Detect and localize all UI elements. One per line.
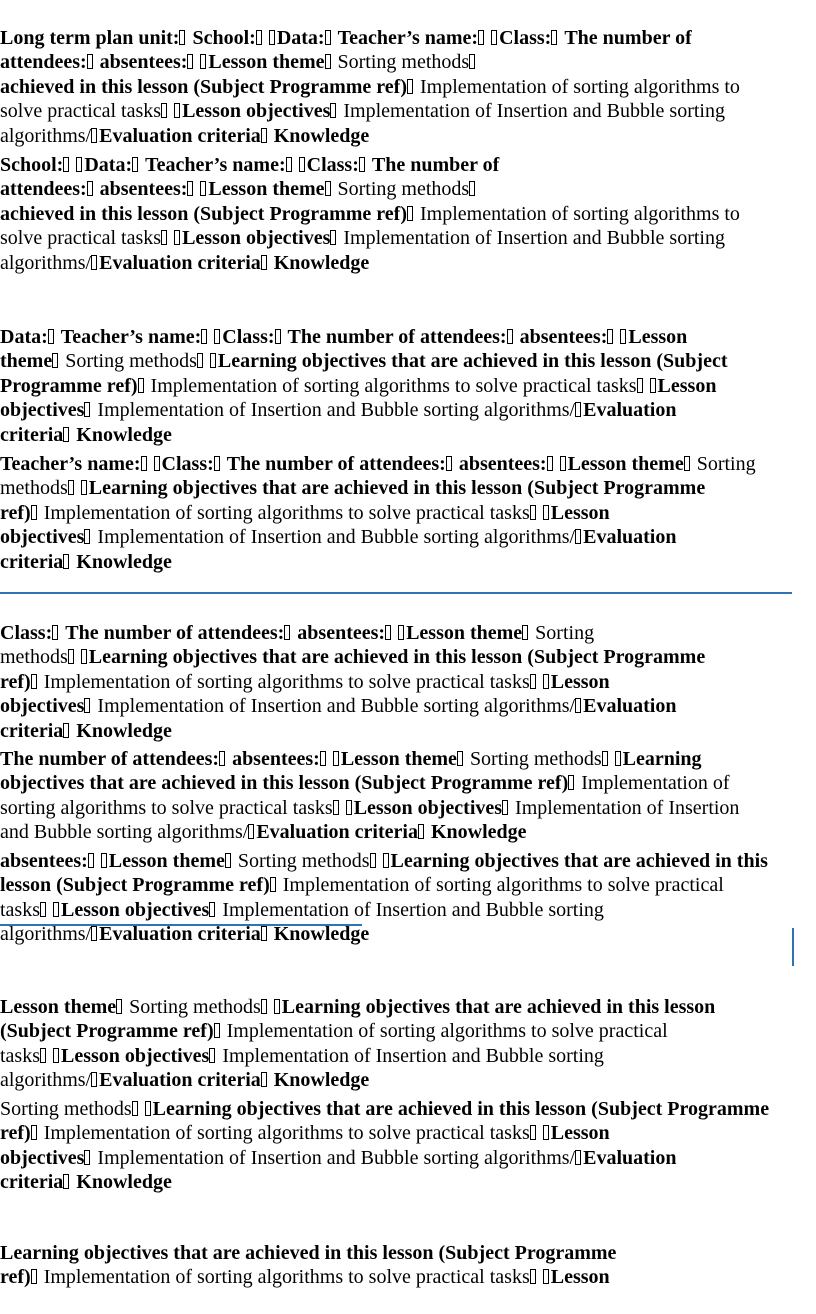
label-learning-objectives: Learning objectives that are achieved in this lesson — [281, 995, 716, 1018]
label-class: Class: — [0, 621, 53, 644]
label-theme: theme — [0, 350, 53, 373]
label-criteria: criteria — [0, 719, 64, 742]
label-number-of-attendees: The number of attendees: — [0, 747, 220, 770]
value-lesson-theme: Sorting methods — [0, 1097, 132, 1120]
value-learning-objective-cont: sorting algorithms to solve practical tasks — [0, 796, 333, 819]
label-teacher-name: Teacher’s name: — [145, 153, 286, 176]
label-attendees: attendees: — [0, 178, 87, 201]
value-lesson-theme: Sorting methods — [337, 178, 470, 201]
label-ref: ref) — [0, 670, 31, 693]
value-learning-objective: Implementation of sorting algorithms to solve practical — [282, 874, 724, 897]
label-absentees: absentees: — [0, 849, 88, 872]
value-lesson-objective-cont: algorithms/ — [0, 124, 92, 147]
label-evaluation-criteria: Evaluation criteria — [99, 923, 261, 946]
value-evaluation-criteria: Knowledge — [273, 923, 370, 946]
label-class: Class: — [499, 26, 552, 49]
label-evaluation: Evaluation — [583, 695, 677, 718]
label-absentees: absentees: — [458, 452, 547, 475]
label-number-of: The number of — [564, 26, 692, 49]
label-lesson-objectives: Lesson objectives — [61, 898, 210, 921]
value-lesson-theme: Sorting methods — [129, 995, 261, 1018]
value-learning-objective: Implementation of sorting algorithms to solve practical tasks — [150, 374, 637, 397]
label-evaluation: Evaluation — [583, 526, 677, 549]
label-criteria: criteria — [0, 423, 64, 446]
label-learning-objectives: Learning objectives that are achieved in this — [390, 849, 768, 872]
paragraph-4 — [0, 427, 756, 599]
label-data: Data: — [0, 325, 48, 348]
label-lesson-theme: Lesson theme — [0, 995, 117, 1018]
value-lesson-theme: Sorting methods — [65, 350, 197, 373]
value-sorting: Sorting — [535, 621, 595, 644]
value-lesson-objective-cont: and Bubble sorting algorithms/ — [0, 821, 249, 844]
value-learning-objective: Implementation of sorting algorithms to solve practical — [226, 1020, 668, 1043]
value-lesson-objective: Implementation of Insertion and Bubble sorting — [343, 227, 725, 250]
value-lesson-objective: Implementation of Insertion and Bubble sorting algorithms/ — [97, 526, 576, 549]
value-lesson-theme: Sorting methods — [337, 51, 470, 74]
value-lesson-objective-cont: algorithms/ — [0, 251, 92, 274]
label-attendees: attendees: — [0, 51, 87, 74]
value-lesson-objective: Implementation of Insertion and Bubble sorting — [222, 898, 604, 921]
vertical-rule — [792, 928, 794, 966]
label-learning-objectives: Learning objectives that are achieved in this lesson (Subject Programme — [88, 477, 706, 500]
label-absentees: absentees: — [99, 178, 188, 201]
paragraph-2 — [0, 128, 740, 300]
label-objectives: objectives — [0, 399, 85, 422]
value-learning-objective-cont: solve practical tasks — [0, 100, 162, 123]
value-sorting: Sorting — [696, 452, 756, 475]
label-evaluation-criteria: Evaluation criteria — [256, 821, 418, 844]
label-absentees: absentees: — [232, 747, 320, 770]
label-school: School: — [0, 153, 64, 176]
value-lesson-theme: Sorting methods — [237, 849, 370, 872]
label-absentees: absentees: — [519, 325, 608, 348]
value-lesson-objective: Implementation of Insertion and Bubble sorting — [343, 100, 725, 123]
label-learning-objectives-cont: (Subject Programme ref) — [0, 1020, 214, 1043]
value-learning-objective: Implementation of sorting algorithms to solve practical tasks — [43, 1122, 530, 1145]
label-objectives: objectives — [0, 526, 85, 549]
label-criteria: criteria — [0, 550, 64, 573]
label-learning-objectives-cont: lesson (Subject Programme ref) — [0, 874, 270, 897]
label-objectives: objectives — [0, 695, 85, 718]
value-evaluation-criteria: Knowledge — [273, 1069, 370, 1092]
label-lesson-objectives: Lesson objectives — [61, 1044, 210, 1067]
value-learning-objective: Implementation of sorting algorithms to solve practical tasks — [43, 1266, 530, 1289]
label-ref: ref) — [0, 501, 31, 524]
value-learning-objective: Implementation of — [581, 772, 730, 795]
label-data: Data: — [84, 153, 133, 176]
label-teacher-name: Teacher’s name: — [60, 325, 202, 348]
label-lesson-theme: Lesson theme — [567, 452, 684, 475]
label-number-of: The number of — [371, 153, 500, 176]
label-learning-objectives: Learning objectives that are achieved in this lesson (Subject — [217, 350, 728, 373]
value-lesson-objective: Implementation of Insertion and Bubble sorting algorithms/ — [97, 399, 576, 422]
label-ref: ref) — [0, 1122, 31, 1145]
value-lesson-objective: Implementation of Insertion — [515, 796, 740, 819]
label-lesson: Lesson — [550, 1122, 610, 1145]
label-lesson-theme: Lesson theme — [340, 747, 457, 770]
label-lesson-theme: Lesson theme — [208, 51, 325, 74]
label-evaluation-criteria: Evaluation criteria — [99, 1069, 261, 1092]
label-school: School: — [192, 26, 256, 49]
label-number-of-attendees: The number of attendees: — [226, 452, 446, 475]
value-learning-objective: Implementation of sorting algorithms to solve practical tasks — [43, 501, 530, 524]
label-teacher-name: Teacher’s name: — [337, 26, 479, 49]
value-methods: methods — [0, 646, 68, 669]
label-ref: ref) — [0, 1266, 31, 1289]
label-lesson: Lesson — [628, 325, 688, 348]
value-learning-objective: Implementation of sorting algorithms to solve practical tasks — [43, 670, 530, 693]
label-data: Data: — [276, 26, 325, 49]
label-class: Class: — [161, 452, 214, 475]
paragraph-10 — [0, 1216, 616, 1314]
label-learning-objectives: Learning objectives that are achieved in this lesson (Subject Programme — [88, 646, 706, 669]
value-lesson-objective: Implementation of Insertion and Bubble sorting algorithms/ — [97, 695, 576, 718]
label-absentees: absentees: — [297, 621, 386, 644]
value-evaluation-criteria: Knowledge — [273, 251, 370, 274]
label-class: Class: — [222, 325, 275, 348]
label-objectives: objectives — [0, 1146, 85, 1169]
label-teacher-name: Teacher’s name: — [0, 452, 141, 475]
label-learning-objectives: Learning objectives that are achieved in this lesson (Subject Programme — [0, 1241, 617, 1264]
label-achieved-tail: achieved in this lesson (Subject Programme ref) — [0, 75, 407, 98]
label-lesson: Lesson — [550, 670, 610, 693]
value-learning-objective: Implementation of sorting algorithms to — [419, 202, 740, 225]
label-evaluation: Evaluation — [583, 1146, 677, 1169]
value-lesson-objective: Implementation of Insertion and Bubble sorting algorithms/ — [97, 1146, 576, 1169]
value-learning-objective-cont: tasks — [0, 1044, 40, 1067]
label-evaluation-criteria: Evaluation criteria — [99, 124, 261, 147]
label-evaluation-criteria: Evaluation criteria — [99, 251, 261, 274]
value-evaluation-criteria: Knowledge — [430, 821, 527, 844]
value-learning-objective-cont: solve practical tasks — [0, 227, 162, 250]
value-lesson-objective-cont: algorithms/ — [0, 923, 92, 946]
horizontal-rule — [0, 592, 792, 594]
label-lesson: Lesson — [550, 1266, 610, 1289]
value-evaluation-criteria: Knowledge — [273, 124, 370, 147]
label-class: Class: — [306, 153, 359, 176]
label-criteria: criteria — [0, 1171, 64, 1194]
paragraph-7 — [0, 824, 768, 972]
label-lesson-theme: Lesson theme — [108, 849, 225, 872]
paragraph-9 — [0, 1072, 769, 1220]
label-lesson-theme: Lesson theme — [208, 178, 325, 201]
value-evaluation-criteria: Knowledge — [76, 550, 172, 573]
label-lesson: Lesson — [657, 374, 717, 397]
label-lesson: Lesson — [550, 501, 610, 524]
label-long-term-plan-unit: Long term plan unit: — [0, 26, 180, 49]
label-lesson-objectives: Lesson objectives — [353, 796, 503, 819]
value-lesson-objective: Implementation of Insertion and Bubble sorting — [222, 1044, 604, 1067]
label-absentees: absentees: — [99, 51, 188, 74]
value-methods: methods — [0, 477, 68, 500]
value-learning-objective: Implementation of sorting algorithms to — [419, 75, 740, 98]
value-evaluation-criteria: Knowledge — [76, 423, 172, 446]
label-lesson-objectives: Lesson objectives — [182, 100, 331, 123]
label-achieved-tail: achieved in this lesson (Subject Programme ref) — [0, 202, 407, 225]
value-lesson-theme: Sorting methods — [469, 747, 602, 770]
label-learning-objectives-cont: Programme ref) — [0, 374, 138, 397]
value-lesson-objective-cont: algorithms/ — [0, 1069, 92, 1092]
label-learning-objectives: Learning objectives that are achieved in this lesson (Subject Programme — [152, 1097, 770, 1120]
horizontal-rule — [0, 924, 362, 926]
label-learning: Learning — [622, 747, 702, 770]
label-number-of-attendees: The number of attendees: — [287, 325, 507, 348]
label-evaluation: Evaluation — [583, 399, 677, 422]
label-lesson-theme: Lesson theme — [406, 621, 523, 644]
label-objectives-achieved: objectives that are achieved in this lesson (Subject Programme ref) — [0, 772, 569, 795]
value-evaluation-criteria: Knowledge — [76, 1171, 172, 1194]
label-lesson-objectives: Lesson objectives — [182, 227, 331, 250]
value-evaluation-criteria: Knowledge — [76, 719, 172, 742]
label-number-of-attendees: The number of attendees: — [65, 621, 285, 644]
value-learning-objective-cont: tasks — [0, 898, 40, 921]
